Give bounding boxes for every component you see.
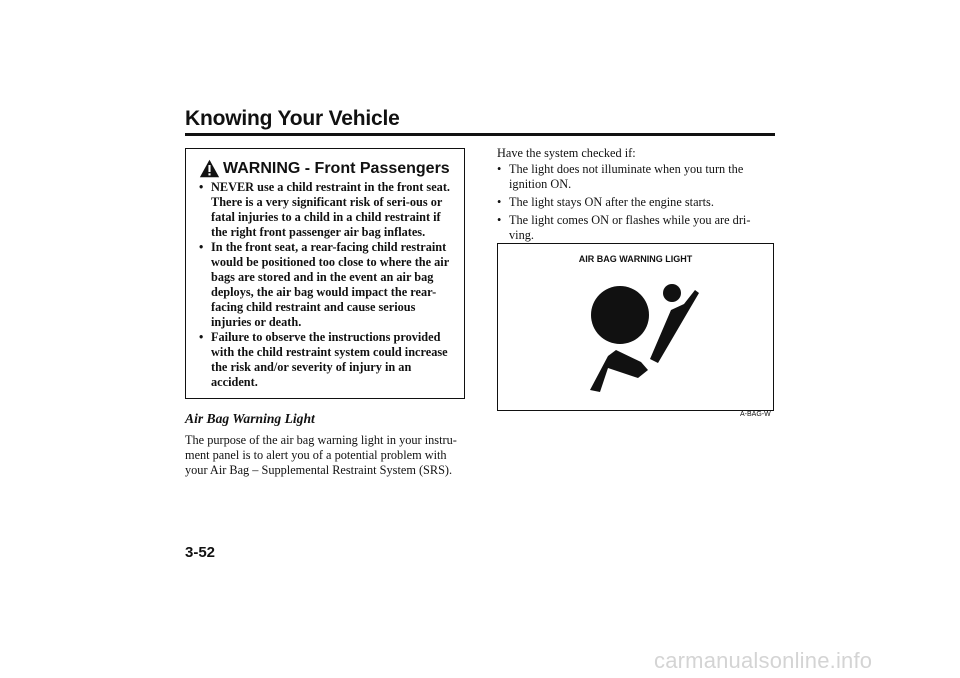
watermark: carmanualsonline.info <box>654 648 873 673</box>
warning-title: WARNING - Front Passengers <box>223 159 450 177</box>
section-heading: Air Bag Warning Light <box>185 411 315 426</box>
page-number: 3-52 <box>185 544 216 561</box>
figure-code: A-BAG-W <box>740 411 771 418</box>
check-item: • The light comes ON or flashes while you are dri-ving. <box>497 213 767 243</box>
figure-caption: AIR BAG WARNING LIGHT <box>578 254 693 264</box>
airbag-warning-icon <box>586 280 706 398</box>
warning-item: • Failure to observe the instructions provided with the child restraint system could increase the risk and/or severity of injury in an accident. <box>196 330 458 390</box>
warning-triangle-icon <box>199 158 220 179</box>
header-rule <box>185 133 775 136</box>
warning-box <box>185 148 465 399</box>
check-intro: Have the system checked if: <box>497 146 636 160</box>
page-header-title: Knowing Your Vehicle <box>185 107 400 130</box>
warning-header <box>199 158 450 179</box>
check-item: • The light stays ON after the engine starts. <box>497 195 767 210</box>
check-list <box>497 162 767 246</box>
warning-item: • NEVER use a child restraint in the front seat. There is a very significant risk of seri-ous or fatal injuries to a child in a child restraint if the right front passenger air bag inflates. <box>196 180 458 240</box>
check-item: • The light does not illuminate when you turn the ignition ON. <box>497 162 767 192</box>
warning-list <box>196 180 458 390</box>
section-paragraph: The purpose of the air bag warning light in your instru-ment panel is to alert you of a potential problem with your Air Bag – Supplemental Restraint System (SRS). <box>185 433 457 477</box>
figure-box <box>497 243 774 411</box>
warning-item: • In the front seat, a rear-facing child restraint would be positioned too close to where the air bags are stored and in the event an air bag deploys, the air bag would impact the rear-facing child restraint and cause serious injuries or death. <box>196 240 458 330</box>
